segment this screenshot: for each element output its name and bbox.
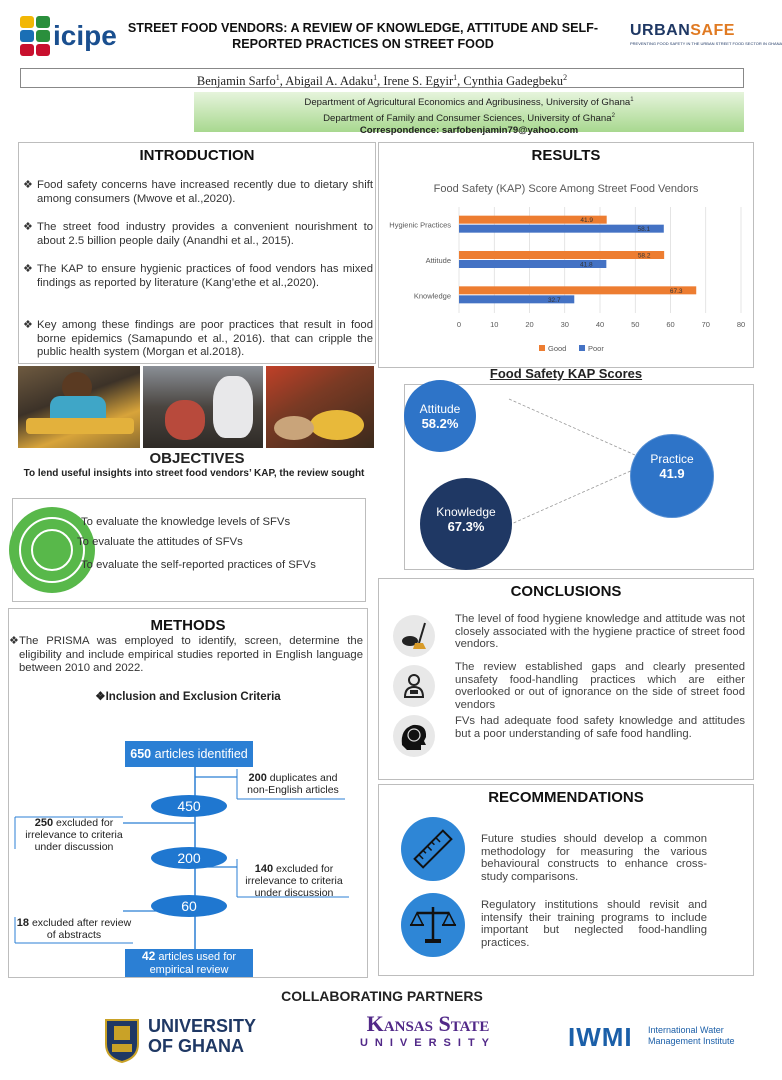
x-tick-label: 40 bbox=[595, 320, 605, 329]
diamond-bullet-icon: ❖ bbox=[9, 635, 19, 647]
x-tick-label: 0 bbox=[456, 320, 462, 329]
conclusion-3: FVs had adequate food safety knowledge and attitudes but a poor understanding of safe food handling. bbox=[455, 715, 745, 740]
objective-2: To evaluate the attitudes of SFVs bbox=[77, 536, 243, 548]
data-label: 58.2 bbox=[637, 252, 651, 260]
ruler-icon bbox=[401, 817, 465, 881]
x-tick-label: 30 bbox=[560, 320, 569, 329]
kansas-state-logo bbox=[348, 1012, 508, 1052]
affiliations-band bbox=[194, 92, 744, 137]
kap-scores-heading: Food Safety KAP Scores bbox=[489, 366, 643, 381]
kap-bar-chart bbox=[379, 197, 755, 367]
affiliation-1: Department of Agricultural Economics and Agribusiness, University of Ghana$^1$ bbox=[304, 97, 634, 109]
legend-label-poor: Poor bbox=[588, 344, 604, 353]
chart-title: Food Safety (KAP) Score Among Street Food Vendors bbox=[433, 183, 699, 195]
recommendation-2: Regulatory institutions should revisit and intensify their training programs to include important but neglected food-handling practices. bbox=[481, 899, 707, 949]
scales-icon bbox=[401, 893, 465, 957]
introduction-heading: INTRODUCTION bbox=[139, 147, 255, 164]
bar-poor bbox=[459, 225, 664, 233]
recommendations-panel bbox=[378, 784, 754, 976]
data-label: 41.8 bbox=[580, 261, 593, 269]
photo-street-market bbox=[143, 366, 263, 448]
recommendations-heading: RECOMMENDATIONS bbox=[488, 789, 644, 806]
flow-excluded-irrelevance-2: 140 excluded for irrelevance to criteria under discussion bbox=[245, 863, 343, 899]
flow-stage-450: 450 bbox=[151, 795, 227, 817]
icipe-logo bbox=[20, 14, 117, 58]
category-label: Hygienic Practices bbox=[389, 220, 451, 230]
urbansafe-tagline: PREVENTING FOOD SAFETY IN THE URBAN STREET FOOD SECTOR IN GHANA bbox=[630, 41, 782, 46]
data-label: 41.9 bbox=[580, 217, 594, 225]
category-label: Knowledge bbox=[413, 291, 451, 301]
urbansafe-logo bbox=[630, 22, 782, 52]
bar-good bbox=[459, 286, 696, 294]
results-panel bbox=[378, 142, 754, 368]
intro-bullet-4: ❖ Key among these findings are poor practices that result in food borne epidemics (Samapundo et al., 2016). that can cripple the public health system (Morgan et al.2018). bbox=[23, 319, 373, 358]
conclusions-heading: CONCLUSIONS bbox=[510, 583, 622, 600]
partners-heading: COLLABORATING PARTNERS bbox=[281, 988, 483, 1004]
ksu-line-2: UNIVERSITY bbox=[359, 1037, 496, 1049]
cleaning-icon bbox=[393, 615, 435, 657]
flow-final-box: 42 articles used for empirical review bbox=[125, 949, 253, 977]
legend-label-good: Good bbox=[548, 344, 567, 353]
brain-icon bbox=[393, 715, 435, 757]
category-label: Attitude bbox=[425, 256, 451, 265]
author-2: Abigail A. Adaku bbox=[285, 74, 374, 89]
attitude-circle: Attitude 58.2% bbox=[404, 380, 476, 452]
vendor-icon bbox=[393, 665, 435, 707]
photo-vendor-frying bbox=[18, 366, 140, 448]
objective-3: To evaluate the self-reported practices of SFVs bbox=[81, 559, 316, 571]
recommendation-1: Future studies should develop a common methodology for measuring the various behavioural constructs to enhance cross-study comparisons. bbox=[481, 833, 707, 883]
objectives-panel bbox=[12, 498, 366, 602]
ug-line-1: UNIVERSITY bbox=[148, 1016, 257, 1036]
title-line-1: STREET FOOD VENDORS: A REVIEW OF KNOWLEDGE, ATTITUDE AND SELF- bbox=[127, 21, 599, 35]
poster-title bbox=[120, 20, 606, 52]
flow-stage-200: 200 bbox=[151, 847, 227, 869]
methods-panel bbox=[8, 608, 368, 978]
authors-bar: Benjamin Sarfo$^1$, Abigail A. Adaku$^1$, Irene S. Egyir$^1$, Cynthia Gadegbeku$^2$ bbox=[20, 68, 744, 88]
x-tick-label: 80 bbox=[736, 320, 746, 329]
x-tick-label: 20 bbox=[525, 320, 534, 329]
flow-excluded-abstracts: 18 excluded after review of abstracts bbox=[16, 917, 132, 941]
x-tick-label: 50 bbox=[631, 320, 640, 329]
intro-bullet-1: ❖ Food safety concerns have increased recently due to dietary shift among consumers (Mwove et al.,2020). bbox=[23, 179, 373, 205]
ug-line-2: OF GHANA bbox=[148, 1036, 244, 1056]
iwmi-name: International Water Management Institute bbox=[648, 1025, 735, 1046]
author-3: Irene S. Egyir bbox=[383, 74, 454, 89]
introduction-panel bbox=[18, 142, 376, 364]
flow-excluded-duplicates: 200 duplicates and non-English articles bbox=[247, 772, 339, 796]
flow-identified-box: 650 articles identified bbox=[125, 741, 253, 767]
diamond-bullet-icon: ❖ bbox=[23, 179, 33, 191]
x-tick-label: 10 bbox=[490, 320, 499, 329]
intro-bullet-3: ❖ The KAP to ensure hygienic practices of food vendors has mixed findings as reported by literature (Kang’ethe et al.,2020). bbox=[23, 263, 373, 289]
x-tick-label: 70 bbox=[701, 320, 710, 329]
data-label: 32.7 bbox=[547, 296, 561, 304]
conclusion-1: The level of food hygiene knowledge and attitude was not closely associated with the hygiene practice of street food vendors. bbox=[455, 613, 745, 650]
urbansafe-logo-text: URBANSAFE bbox=[630, 22, 735, 39]
ug-crest-icon bbox=[102, 1016, 142, 1064]
diamond-bullet-icon: ❖ bbox=[23, 221, 33, 233]
objectives-subtitle: To lend useful insights into street food vendors’ KAP, the review sought bbox=[23, 468, 365, 479]
iwmi-letters: IWMI bbox=[568, 1022, 633, 1052]
intro-bullet-2: ❖ The street food industry provides a convenient nourishment to about 2.5 billion people daily (Anandhi et al., 2015). bbox=[23, 221, 373, 247]
author-1: Benjamin Sarfo bbox=[196, 74, 276, 89]
correspondence: Correspondence: sarfobenjamin79@yahoo.com bbox=[359, 125, 579, 137]
conclusions-panel bbox=[378, 578, 754, 780]
photo-vendor-cooking bbox=[266, 366, 374, 448]
diamond-bullet-icon: ❖ bbox=[23, 319, 33, 331]
conclusion-2: The review established gaps and clearly presented unsafety food-handling practices which are either overlooked or out of ignorance on the side of street food vendors bbox=[455, 661, 745, 711]
icipe-logo-text: icipe bbox=[53, 20, 117, 51]
methods-heading: METHODS bbox=[150, 617, 226, 634]
results-heading: RESULTS bbox=[531, 147, 601, 164]
bar-good bbox=[459, 251, 664, 259]
flow-excluded-irrelevance-1: 250 excluded for irrelevance to criteria under discussion bbox=[25, 817, 123, 853]
objectives-heading: OBJECTIVES bbox=[149, 450, 245, 467]
ksu-line-1: Kansas State bbox=[366, 1011, 490, 1036]
criteria-heading: ❖Inclusion and Exclusion Criteria bbox=[95, 691, 281, 703]
legend-swatch-good bbox=[539, 345, 545, 351]
author-4: Cynthia Gadegbeku bbox=[463, 74, 564, 89]
title-line-2: REPORTED PRACTICES ON STREET FOOD bbox=[232, 37, 494, 51]
iwmi-logo bbox=[568, 1022, 754, 1054]
data-label: 58.1 bbox=[637, 226, 651, 234]
x-tick-label: 60 bbox=[666, 320, 675, 329]
university-of-ghana-logo bbox=[102, 1016, 292, 1064]
diamond-bullet-icon: ❖ bbox=[95, 691, 106, 703]
objective-1: To evaluate the knowledge levels of SFVs bbox=[81, 516, 291, 528]
knowledge-circle: Knowledge 67.3% bbox=[420, 478, 512, 570]
practice-circle: Practice 41.9 bbox=[630, 434, 714, 518]
legend-swatch-poor bbox=[579, 345, 585, 351]
methods-text: ❖ The PRISMA was employed to identify, screen, determine the eligibility and include empirical studies reported in English language between 2010 and 2022. bbox=[9, 635, 363, 674]
data-label: 67.3 bbox=[669, 287, 683, 295]
affiliation-2: Department of Family and Consumer Sciences, University of Ghana$^2$ bbox=[323, 112, 615, 124]
flow-stage-60: 60 bbox=[151, 895, 227, 917]
diamond-bullet-icon: ❖ bbox=[23, 263, 33, 275]
